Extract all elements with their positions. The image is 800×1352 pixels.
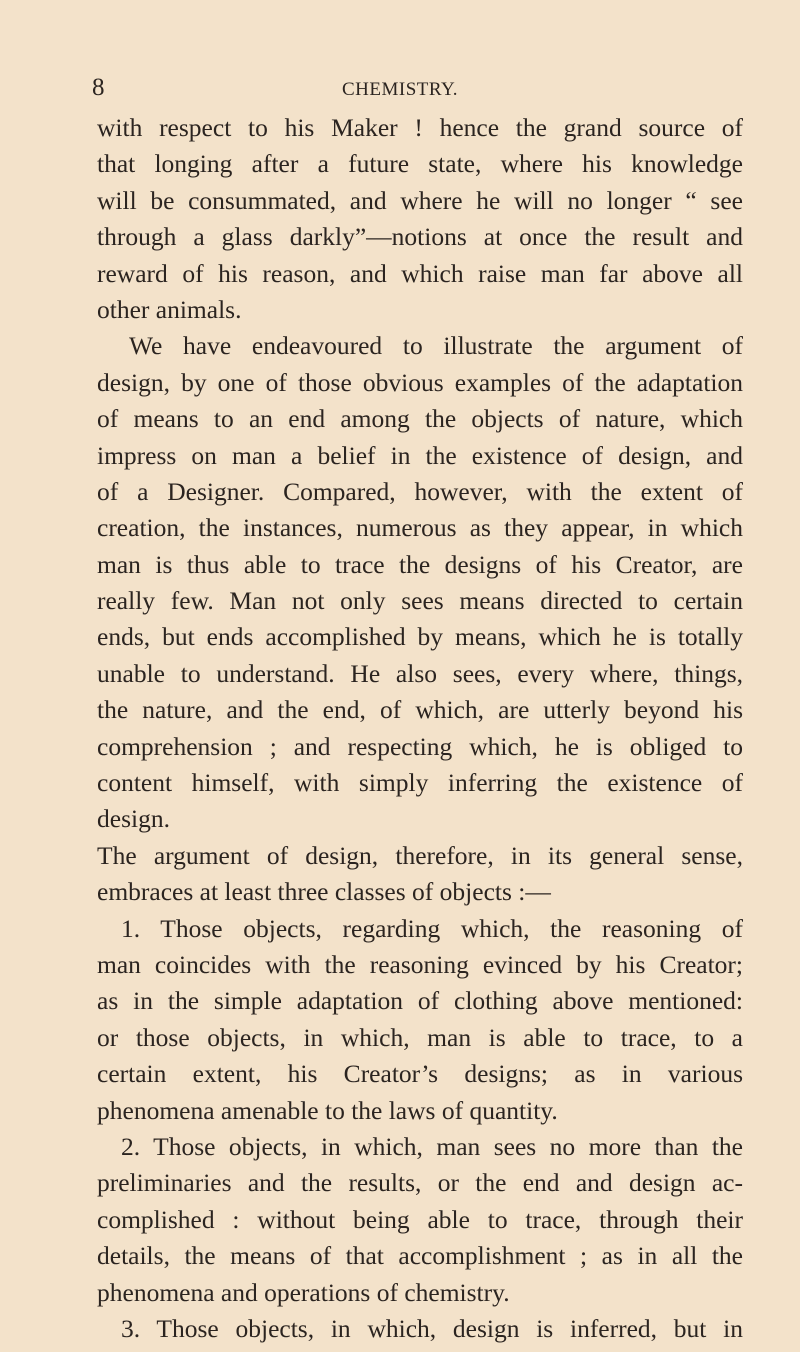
text-line: man is thus able to trace the designs of his Creator, are (97, 549, 743, 579)
text-line: certain extent, his Creator’s designs; as in various (97, 1059, 743, 1089)
text-line: The argument of design, therefore, in its general sense, (97, 840, 743, 870)
text-line: ends, but ends accomplished by means, which he is totally (97, 622, 743, 652)
text-line: creation, the instances, numerous as they appear, in which (97, 513, 743, 543)
text-line: phenomena amenable to the laws of quantity. (97, 1095, 558, 1125)
text-line: We have endeavoured to illustrate the argument of (129, 331, 743, 361)
text-line: design, by one of those obvious examples of the adaptation (97, 367, 743, 397)
running-title: CHEMISTRY. (341, 79, 459, 100)
text-line: or those objects, in which, man is able to trace, to a (97, 1022, 743, 1052)
text-line: 1. Those objects, regarding which, the reasoning of (121, 913, 743, 943)
text-line: phenomena and operations of chemistry. (97, 1277, 510, 1307)
text-line: content himself, with simply inferring the existence of (97, 768, 743, 798)
page-number: 8 (92, 74, 105, 101)
text-line: design. (97, 804, 170, 834)
text-line: complished : without being able to trace, through their (97, 1204, 743, 1234)
text-line: really few. Man not only sees means directed to certain (97, 586, 743, 616)
text-line: reward of his reason, and which raise man far above all (97, 258, 743, 288)
text-line: embraces at least three classes of objects :— (97, 877, 551, 907)
text-line: preliminaries and the results, or the end and design ac- (97, 1168, 743, 1198)
text-line: with respect to his Maker ! hence the grand source of (97, 113, 743, 142)
text-line: of a Designer. Compared, however, with the extent of (97, 476, 743, 506)
text-line: that longing after a future state, where his knowledge (97, 149, 743, 179)
text-line: 3. Those objects, in which, design is inferred, but in (121, 1313, 743, 1343)
text-line: through a glass darkly”—notions at once the result and (97, 222, 743, 252)
text-line: man coincides with the reasoning evinced by his Creator; (97, 949, 743, 979)
text-line: 2. Those objects, in which, man sees no more than the (121, 1131, 743, 1161)
text-line: comprehension ; and respecting which, he is obliged to (97, 731, 743, 761)
text-line: will be consummated, and where he will no longer “ see (97, 185, 743, 215)
page-body (97, 110, 743, 1347)
text-line: details, the means of that accomplishment ; as in all the (97, 1241, 743, 1271)
text-line: other animals. (97, 294, 242, 324)
text-line: as in the simple adaptation of clothing above mentioned: (97, 986, 743, 1016)
text-line: the nature, and the end, of which, are utterly beyond his (97, 695, 743, 725)
text-line: impress on man a belief in the existence of design, and (97, 440, 743, 470)
text-line: unable to understand. He also sees, every where, things, (97, 658, 743, 688)
text-line: of means to an end among the objects of nature, which (97, 404, 743, 434)
